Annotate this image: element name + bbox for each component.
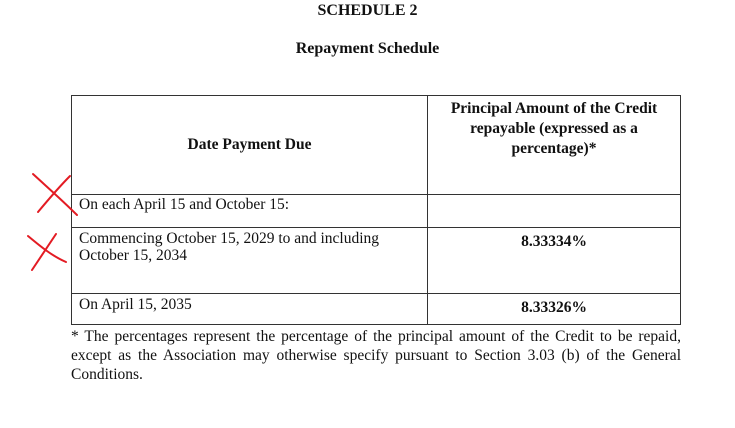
schedule-subtitle: Repayment Schedule [295, 40, 440, 57]
row-percentage-cell: 8.33334% [428, 228, 681, 294]
row-percentage-cell: 8.33326% [428, 294, 681, 325]
repayment-table [71, 95, 681, 325]
footnote: * The percentages represent the percentage of the principal amount of the Credit to be repaid, except as the Association may otherwise specify pursuant to Section 3.03 (b) of the General Conditions. [71, 328, 681, 383]
table-row [72, 195, 681, 228]
table-row [72, 228, 681, 294]
column-header-principal: Principal Amount of the Credit repayable (expressed as a percentage)* [428, 96, 681, 195]
row-percentage-cell [428, 195, 681, 228]
row-date-cell: On each April 15 and October 15: [72, 195, 428, 228]
table-row [72, 294, 681, 325]
row-date-cell: On April 15, 2035 [72, 294, 428, 325]
column-header-date: Date Payment Due [72, 96, 428, 195]
row-date-cell: Commencing October 15, 2029 to and including October 15, 2034 [72, 228, 428, 294]
x-mark-icon [24, 230, 70, 274]
x-mark-icon [28, 170, 80, 218]
table-header-row [72, 96, 681, 195]
schedule-title: SCHEDULE 2 [317, 2, 418, 19]
